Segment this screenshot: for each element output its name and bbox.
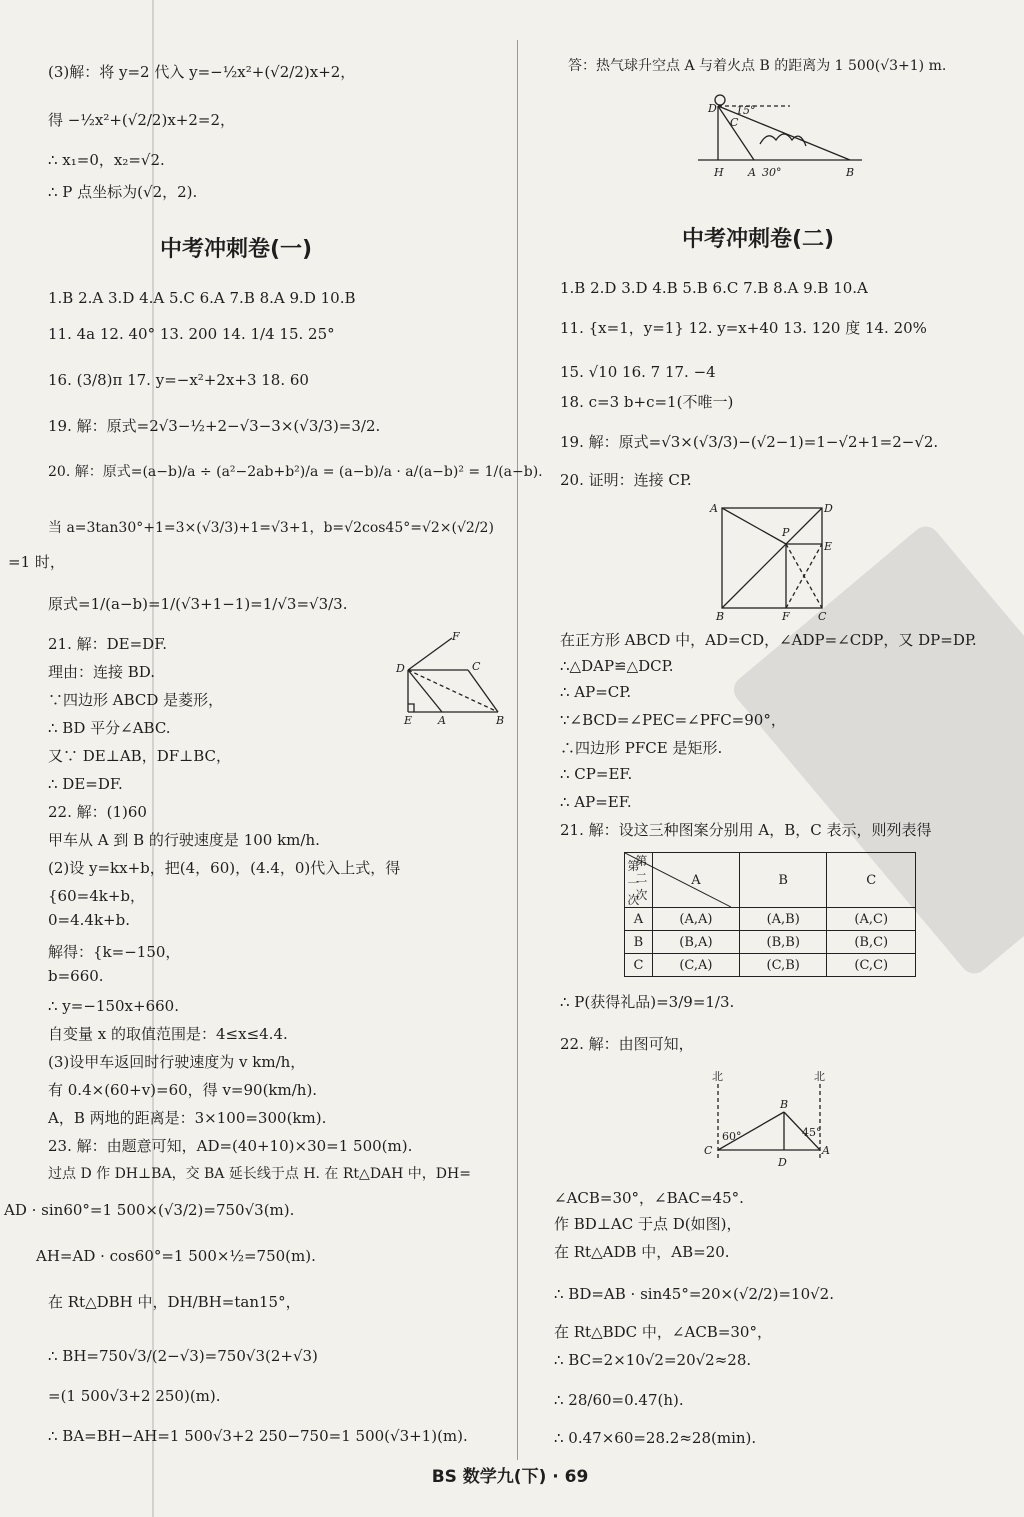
table-cell: (C,B): [739, 954, 827, 977]
label-D: D: [824, 502, 833, 515]
solution-line: 在 Rt△DBH 中，DH/BH=tan15°，: [48, 1293, 301, 1311]
solution-line: 20. 解：原式=(a−b)/a ÷ (a²−2ab+b²)/a = (a−b)/a · a/(a−b)² = 1/(a−b).: [48, 464, 543, 480]
table-row-head: C: [625, 954, 653, 977]
equation-system: b=660.: [48, 967, 104, 985]
label-C: C: [472, 660, 481, 673]
table-col-head: C: [827, 853, 916, 908]
solution-line: 作 BD⊥AC 于点 D(如图)，: [554, 1215, 742, 1233]
solution-line: 在 Rt△ADB 中，AB=20.: [554, 1243, 730, 1261]
answer-line: 1.B 2.D 3.D 4.B 5.B 6.C 7.B 8.A 9.B 10.A: [560, 279, 868, 297]
label-A: A: [822, 1144, 830, 1157]
solution-line: 21. 解：设这三种图案分别用 A，B，C 表示，则列表得: [560, 821, 932, 839]
solution-line: ∴△DAP≌△DCP.: [560, 657, 674, 675]
solution-line: ∠ACB=30°，∠BAC=45°.: [554, 1189, 744, 1207]
text-line: 得 −½x²+(√2/2)x+2=2，: [48, 111, 236, 129]
column-divider: [517, 40, 518, 1460]
solution-line: =(1 500√3+2 250)(m).: [48, 1387, 221, 1405]
equation-system: 解得：{k=−150，: [48, 943, 181, 961]
solution-line: (2)设 y=kx+b，把(4，60)，(4.4，0)代入上式，得: [48, 859, 401, 877]
solution-line: ∴ BH=750√3/(2−√3)=750√3(2+√3): [48, 1347, 318, 1365]
table-col-head: A: [652, 853, 739, 908]
solution-line: ∴ P(获得礼品)=3/9=1/3.: [560, 993, 735, 1011]
solution-line: 自变量 x 的取值范围是：4≤x≤4.4.: [48, 1025, 288, 1043]
solution-line: A，B 两地的距离是：3×100=300(km).: [48, 1109, 327, 1127]
label-C: C: [818, 610, 827, 623]
label-D: D: [778, 1156, 787, 1169]
outcome-table: [624, 852, 916, 977]
label-F: F: [782, 610, 790, 623]
label-angle-30: 30°: [762, 166, 782, 179]
solution-line: AH=AD · cos60°=1 500×½=750(m).: [36, 1247, 316, 1265]
table-corner-cell: [625, 853, 653, 908]
table-cell: (B,A): [652, 931, 739, 954]
solution-line: 22. 解：由图可知，: [560, 1035, 694, 1053]
solution-line: 有 0.4×(60+v)=60，得 v=90(km/h).: [48, 1081, 318, 1099]
table-row-head: A: [625, 908, 653, 931]
solution-line: ∴ AP=CP.: [560, 683, 632, 701]
label-A: A: [710, 502, 718, 515]
solution-line: 21. 解：DE=DF.: [48, 635, 168, 653]
table-col-head: B: [739, 853, 827, 908]
section-heading-2: 中考冲刺卷(二): [682, 227, 835, 252]
bearing-figure: [696, 1068, 836, 1172]
solution-line: ∴ CP=EF.: [560, 765, 633, 783]
solution-line: =1 时，: [8, 553, 65, 571]
answer-line: 11. 4a 12. 40° 13. 200 14. 1/4 15. 25°: [48, 325, 335, 343]
solution-line: 当 a=3tan30°+1=3×(√3/3)+1=√3+1，b=√2cos45°=√2×(√2/2): [48, 520, 494, 536]
label-F: F: [452, 630, 460, 643]
rhombus-figure: [392, 630, 512, 725]
solution-line: ∴ AP=EF.: [560, 793, 632, 811]
label-angle-45: 45°: [802, 1126, 822, 1139]
solution-line: ∴ BD 平分∠ABC.: [48, 719, 171, 737]
north-label-left: 北: [712, 1070, 723, 1083]
label-A: A: [438, 714, 446, 725]
solution-line: 过点 D 作 DH⊥BA，交 BA 延长线于点 H. 在 Rt△DAH 中，DH=: [48, 1166, 471, 1182]
solution-line: 20. 证明：连接 CP.: [560, 471, 692, 489]
answer-line: 18. c=3 b+c=1(不唯一): [560, 393, 734, 411]
solution-line: 19. 解：原式=√3×(√3/3)−(√2−1)=1−√2+1=2−√2.: [560, 433, 939, 451]
label-H: H: [714, 166, 724, 179]
solution-line: ∵∠BCD=∠PEC=∠PFC=90°，: [560, 711, 786, 729]
solution-line: 23. 解：由题意可知，AD=(40+10)×30=1 500(m).: [48, 1137, 413, 1155]
solution-line: 19. 解：原式=2√3−½+2−√3−3×(√3/3)=3/2.: [48, 417, 381, 435]
square-figure: [706, 496, 836, 624]
table-cell: (A,A): [652, 908, 739, 931]
label-C: C: [730, 116, 739, 129]
table-cell: (C,A): [652, 954, 739, 977]
solution-line: ∴ DE=DF.: [48, 775, 123, 793]
solution-line: ∴四边形 PFCE 是矩形.: [560, 739, 723, 757]
label-B: B: [780, 1098, 789, 1111]
corner-top-label: 第 一 次: [627, 859, 640, 907]
label-angle-60: 60°: [722, 1130, 742, 1143]
label-C: C: [704, 1144, 713, 1157]
label-E: E: [404, 714, 413, 725]
label-angle-15: 15°: [736, 104, 756, 117]
solution-line: 原式=1/(a−b)=1/(√3+1−1)=1/√3=√3/3.: [48, 595, 348, 613]
equation-system: {60=4k+b，: [48, 887, 146, 905]
solution-line: AD · sin60°=1 500×(√3/2)=750√3(m).: [4, 1201, 295, 1219]
table-cell: (A,C): [827, 908, 916, 931]
label-P: P: [782, 526, 790, 539]
solution-line: 在 Rt△BDC 中，∠ACB=30°，: [554, 1323, 772, 1341]
label-D: D: [708, 102, 717, 115]
label-B: B: [496, 714, 505, 725]
answer-line: 16. (3/8)π 17. y=−x²+2x+3 18. 60: [48, 371, 309, 389]
answer-line: 1.B 2.A 3.D 4.A 5.C 6.A 7.B 8.A 9.D 10.B: [48, 289, 356, 307]
solution-line: 理由：连接 BD.: [48, 663, 156, 681]
solution-line: ∴ y=−150x+660.: [48, 997, 179, 1015]
label-B: B: [846, 166, 855, 179]
solution-line: ∴ BC=2×10√2=20√2≈28.: [554, 1351, 752, 1369]
equation-system: 0=4.4k+b.: [48, 911, 130, 929]
north-label-right: 北: [814, 1070, 825, 1083]
table-row: [625, 931, 916, 954]
solution-line: ∴ BD=AB · sin45°=20×(√2/2)=10√2.: [554, 1285, 834, 1303]
answer-statement: 答：热气球升空点 A 与着火点 B 的距离为 1 500(√3+1) m.: [568, 58, 947, 74]
solution-line: ∴ 0.47×60=28.2≈28(min).: [554, 1429, 757, 1447]
label-D: D: [396, 662, 405, 675]
label-B: B: [716, 610, 725, 623]
solution-line: ∴ 28/60=0.47(h).: [554, 1391, 684, 1409]
solution-line: ∴ BA=BH−AH=1 500√3+2 250−750=1 500(√3+1)(m).: [48, 1427, 468, 1445]
table-cell: (A,B): [739, 908, 827, 931]
corner-bottom-label: 第 二 次: [635, 854, 648, 902]
table-cell: (C,C): [827, 954, 916, 977]
table-row: [625, 908, 916, 931]
text-line: ∴ P 点坐标为(√2，2).: [48, 183, 198, 201]
text-line: ∴ x₁=0，x₂=√2.: [48, 151, 165, 169]
label-A: A: [748, 166, 756, 179]
solution-line: 22. 解：(1)60: [48, 803, 147, 821]
page-footer: BS 数学九(下) · 69: [431, 1467, 589, 1487]
section-heading-1: 中考冲刺卷(一): [160, 237, 313, 262]
answer-line: 11. {x=1，y=1} 12. y=x+40 13. 120 度 14. 20%: [560, 319, 927, 337]
text-line: (3)解：将 y=2 代入 y=−½x²+(√2/2)x+2，: [48, 63, 356, 81]
answer-line: 15. √10 16. 7 17. −4: [560, 363, 716, 381]
solution-line: (3)设甲车返回时行驶速度为 v km/h，: [48, 1053, 306, 1071]
solution-line: ∵四边形 ABCD 是菱形，: [48, 691, 224, 709]
solution-line: 在正方形 ABCD 中，AD=CD，∠ADP=∠CDP，又 DP=DP.: [560, 631, 977, 649]
label-E: E: [824, 540, 833, 553]
balloon-figure: [690, 90, 870, 182]
table-cell: (B,B): [739, 931, 827, 954]
solution-line: 甲车从 A 到 B 的行驶速度是 100 km/h.: [48, 831, 320, 849]
table-row-head: B: [625, 931, 653, 954]
solution-line: 又∵ DE⊥AB，DF⊥BC，: [48, 747, 232, 765]
table-row: [625, 954, 916, 977]
table-cell: (B,C): [827, 931, 916, 954]
